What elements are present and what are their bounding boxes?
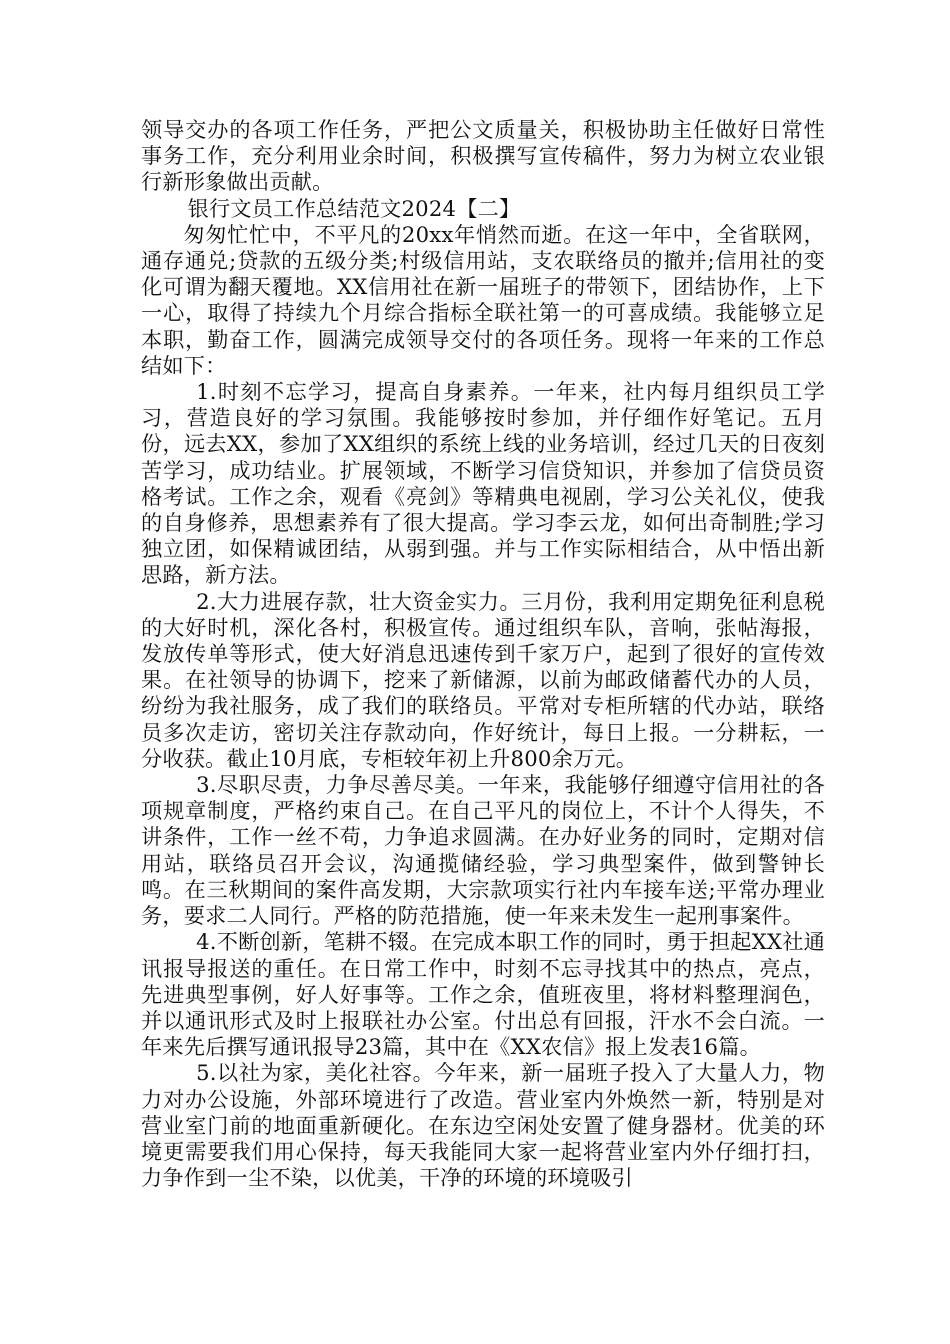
section-heading: 银行文员工作总结范文2024【二】	[187, 195, 521, 221]
paragraph-item-1: 1.时刻不忘学习，提高自身素养。一年来，社内每月组织员工学习，营造良好的学习氛围。我能够按时参加，并仔细作好笔记。五月份，远去XX，参加了XX组织的系统上线的业务培训，经过几天的日夜刻苦学习，成功结业。扩展领域，不断学习信贷知识，并参加了信贷员资格考试。工作之余，观看《亮剑》等精典电视剧，学习公关礼仪，使我的自身修养，思想素养有了很大提高。学习李云龙，如何出奇制胜;学习独立团，如保精诚团结，从弱到强。并与工作实际相结合，从中悟出新思路，新方法。	[141, 379, 825, 588]
paragraph-item-5: 5.以社为家，美化社容。今年来，新一届班子投入了大量人力，物力对办公设施，外部环境进行了改造。营业室内外焕然一新，特别是对营业室门前的地面重新硬化。在东边空闲处安置了健身器材。优美的环境更需要我们用心保持，每天我能同大家一起将营业室内外仔细打扫，力争作到一尘不染，以优美，干净的环境的环境吸引	[141, 1060, 825, 1191]
document-page	[141, 117, 825, 1191]
paragraph-item-2: 2.大力进展存款，壮大资金实力。三月份，我利用定期免征利息税的大好时机，深化各村，积极宣传。通过组织车队，音响，张帖海报，发放传单等形式，使大好消息迅速传到千家万户，起到了很好的宣传效果。在社领导的协调下，挖来了新储源，以前为邮政储蓄代办的人员，纷纷为我社服务，成了我们的联络员。平常对专柜所辖的代办站，联络员多次走访，密切关注存款动向，作好统计，每日上报。一分耕耘，一分收获。截止10月底，专柜较年初上升800余万元。	[141, 588, 825, 771]
paragraph-item-4: 4.不断创新，笔耕不辍。在完成本职工作的同时，勇于担起XX社通讯报导报送的重任。在日常工作中，时刻不忘寻找其中的热点，亮点，先进典型事例，好人好事等。工作之余，值班夜里，将材料整理润色，并以通讯形式及时上报联社办公室。付出总有回报，汗水不会白流。一年来先后撰写通讯报导23篇，其中在《XX农信》报上发表16篇。	[141, 929, 825, 1060]
paragraph-overview: 匆匆忙忙中，不平凡的20xx年悄然而逝。在这一年中，全省联网，通存通兑;贷款的五级分类;村级信用站，支农联络员的撤并;信用社的变化可谓为翻天覆地。XX信用社在新一届班子的带领下，团结协作，上下一心，取得了持续九个月综合指标全联社第一的可喜成绩。我能够立足本职，勤奋工作，圆满完成领导交付的各项任务。现将一年来的工作总结如下：	[141, 221, 825, 378]
paragraph-item-3: 3.尽职尽责，力争尽善尽美。一年来，我能够仔细遵守信用社的各项规章制度，严格约束自己。在自己平凡的岗位上，不计个人得失，不讲条件，工作一丝不苟，力争追求圆满。在办好业务的同时，定期对信用站，联络员召开会议，沟通揽储经验，学习典型案件，做到警钟长鸣。在三秋期间的案件高发期，大宗款项实行社内车接车送;平常办理业务，要求二人同行。严格的防范措施，使一年来未发生一起刑事案件。	[141, 772, 825, 929]
paragraph-intro-continuation: 领导交办的各项工作任务，严把公文质量关，积极协助主任做好日常性事务工作，充分利用业余时间，积极撰写宣传稿件，努力为树立农业银行新形象做出贡献。	[141, 117, 825, 195]
